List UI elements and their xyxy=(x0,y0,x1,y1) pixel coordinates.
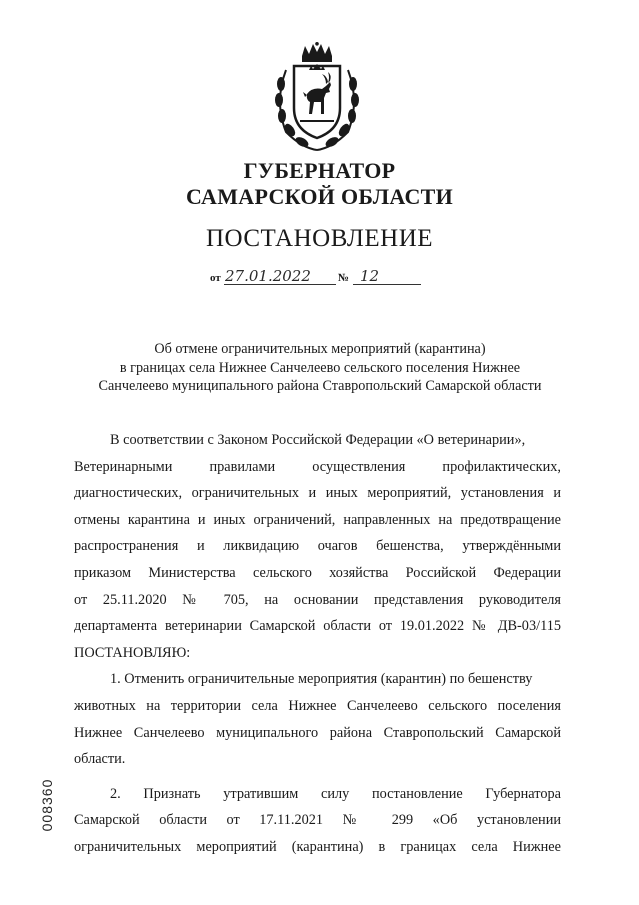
item1-line: области. xyxy=(74,751,126,768)
item2-line: 2. Признать утратившим силу постановление Губернатора xyxy=(110,785,561,802)
para1-line: распространения и ликвидацию очагов бешенства, утверждёнными xyxy=(74,538,561,555)
para1-line: от 25.11.2020 № 705, на основании представления руководителя xyxy=(74,591,561,608)
registration-code xyxy=(40,770,54,840)
item1-line: Нижнее Санчелеево муниципального района Ставропольский Самарской xyxy=(74,724,561,741)
para1-line: В соответствии с Законом Российской Федерации «О ветеринарии», xyxy=(110,432,526,448)
item2-line: Самарской области от 17.11.2021 № 299 «Об установлении xyxy=(74,812,561,829)
coat-of-arms-emblem xyxy=(272,42,362,154)
org-name-line2: САМАРСКОЙ ОБЛАСТИ xyxy=(185,184,454,209)
item2-line: ограничительных мероприятий (карантина) в границах села Нижнее xyxy=(74,838,561,855)
handwritten-date: 27.01.2022 xyxy=(225,267,311,285)
document-body xyxy=(74,427,561,861)
title-line: Санчелеево муниципального района Ставропольский Самарской области xyxy=(98,378,542,394)
date-underline xyxy=(224,284,336,285)
registration-code-text: 008360 xyxy=(39,778,55,832)
number-underline xyxy=(353,284,421,285)
item1-line: 1. Отменить ограничительные мероприятия (карантин) по бешенству xyxy=(110,671,533,688)
para1-line: отмены карантина и иных ограничений, направленных на предотвращение xyxy=(74,511,561,528)
document-title xyxy=(60,340,580,396)
org-name-line1: ГУБЕРНАТОР xyxy=(243,158,396,183)
para1-line: диагностических, ограничительных и иных мероприятий, установления и xyxy=(74,485,561,502)
date-number-line xyxy=(210,264,430,288)
para1-line: департамента ветеринарии Самарской области от 19.01.2022 № ДВ-03/115 xyxy=(74,618,561,635)
number-prefix: № xyxy=(338,272,350,284)
date-prefix: от xyxy=(210,272,221,284)
document-type: ПОСТАНОВЛЕНИЕ xyxy=(205,225,434,252)
item1-line: животных на территории села Нижнее Санчелеево сельского поселения xyxy=(74,697,561,714)
para1-line: Ветеринарными правилами осуществления профилактических, xyxy=(74,458,561,475)
para1-line: приказом Министерства сельского хозяйства Российской Федерации xyxy=(74,564,561,581)
title-line: в границах села Нижнее Санчелеево сельского поселения Нижнее xyxy=(119,359,521,376)
title-line: Об отмене ограничительных мероприятий (карантина) xyxy=(154,341,486,357)
decree-word: ПОСТАНОВЛЯЮ: xyxy=(74,644,191,661)
handwritten-number: 12 xyxy=(360,267,380,285)
